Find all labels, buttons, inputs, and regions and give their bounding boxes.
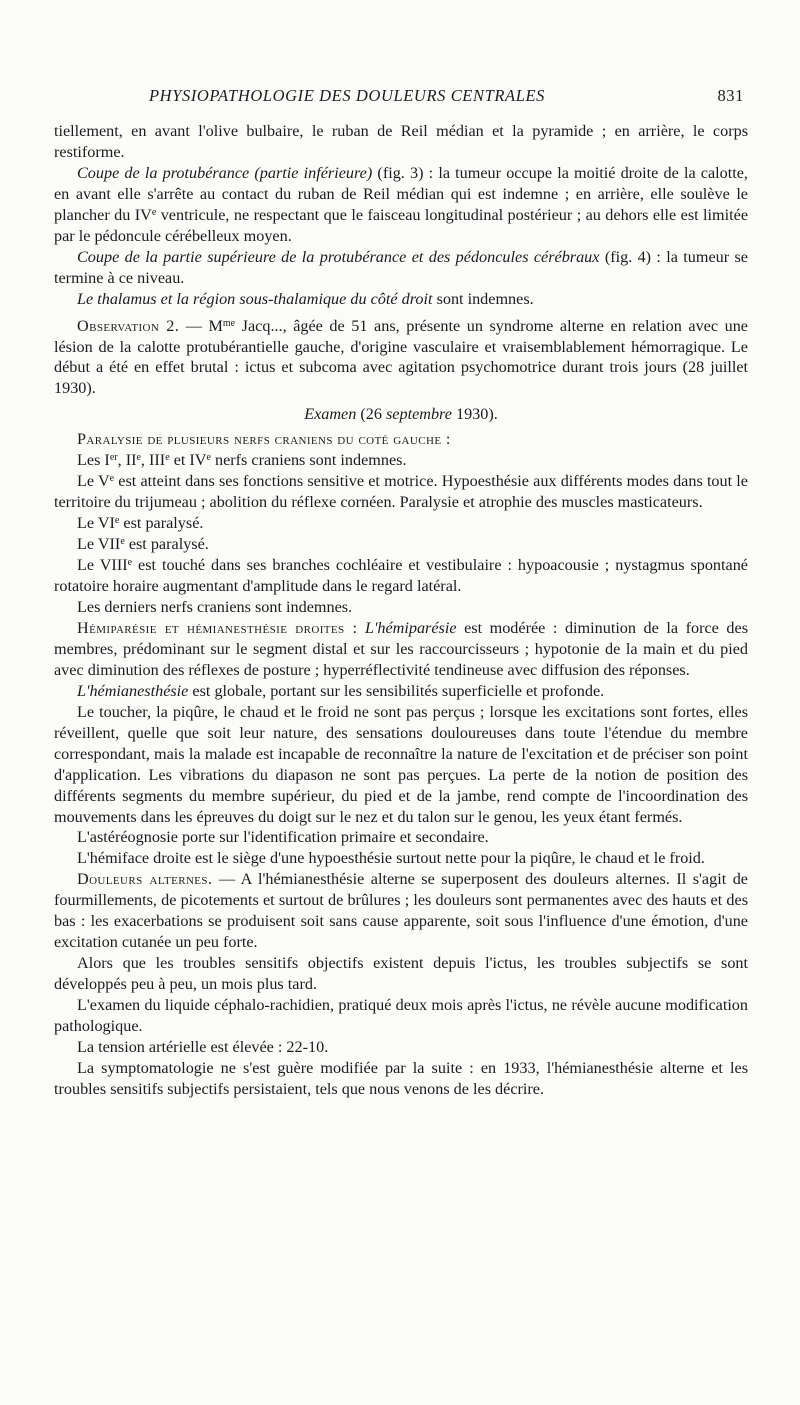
section-heading: Paralysie de plusieurs nerfs craniens du coté gauche : <box>77 430 451 449</box>
section-heading: Hémiparésie et hémianesthésie droites : <box>77 618 358 637</box>
section-heading: Douleurs alternes. <box>77 870 213 889</box>
superscript: e <box>136 452 141 464</box>
paragraph <box>54 555 748 597</box>
page-number: 831 <box>717 86 744 105</box>
exam-label: Examen <box>304 405 357 424</box>
paragraph-text: L'astéréognosie porte sur l'identification primaire et secondaire. <box>77 828 489 847</box>
superscript: me <box>222 317 236 329</box>
paragraph-text: (fig. 3) : la tumeur occupe la moitié droite de la calotte, en avant elle s'arrête au contact du ruban de Reil médian qui est indemne ; en arrière, elle soulève le plancher du IV <box>54 163 748 224</box>
paragraph <box>54 995 748 1037</box>
paragraph <box>54 681 748 702</box>
superscript: e <box>151 206 157 218</box>
paragraph-text: sont indemnes. <box>432 289 534 308</box>
paragraph-text: Alors que les troubles sensitifs objectifs existent depuis l'ictus, les troubles subjectifs se sont développés peu à peu, un mois plus tard. <box>54 954 748 994</box>
superscript: e <box>114 515 120 527</box>
superscript: e <box>165 452 170 464</box>
paragraph-text: Le toucher, la piqûre, le chaud et le froid ne sont pas perçus ; lorsque les excitations sont fortes, elles réveillent, quelle que soit leur nature, des sensations douloureuses dans toute l'étendue du membre correspondant, mais la malade est incapable de reconnaître la nature de l'excitation et de préciser son point d'application. Les vibrations du diapason ne sont pas perçues. La perte de la notion de position des différents segments du membre supérieur, du pied et de la jambe, rend compte de l'incoordination des mouvements dans les épreuves du doigt sur le nez et du talon sur le genou, les yeux étant fermés. <box>54 702 748 826</box>
observation-label: Observation 2. <box>77 316 180 335</box>
section-label: Coupe de la partie supérieure de la protubérance et des pédoncules cérébraux <box>77 247 600 266</box>
paragraph-text: , II <box>117 451 137 470</box>
section-label: Coupe de la protubérance (partie inférieure) <box>77 163 373 182</box>
paragraph <box>54 289 748 310</box>
paragraph-text: est paralysé. <box>124 535 209 554</box>
superscript: er <box>109 452 118 464</box>
paragraph <box>54 534 748 555</box>
superscript: e <box>120 536 125 548</box>
paragraph <box>54 953 748 995</box>
paragraph-text: Le VI <box>77 514 115 533</box>
superscript: e <box>109 473 115 485</box>
paragraph-text: Les derniers nerfs craniens sont indemnes. <box>77 597 353 616</box>
paragraph-text: Le V <box>77 472 110 491</box>
paragraph-text: Le VIII <box>77 556 128 575</box>
paragraph <box>54 848 748 869</box>
paragraph <box>54 1058 748 1100</box>
paragraph-text: est modérée : diminution de la force des membres, prédominant sur le segment distal et sur les raccourcisseurs ; hypotonie de la main et du pied avec diminution des réflexes de posture ; hyperréflectivité tendineuse avec diffusion des réponses. <box>54 618 748 679</box>
paragraph-text: Le VII <box>77 535 121 554</box>
paragraph-text: Les I <box>77 451 110 470</box>
paragraph-text: tiellement, en avant l'olive bulbaire, le ruban de Reil médian et la pyramide ; en arrière, le corps restiforme. <box>54 122 748 161</box>
paragraph-text: L'hémiface droite est le siège d'une hypoesthésie surtout nette pour la piqûre, le chaud et le froid. <box>77 849 705 868</box>
paragraph-text: L'examen du liquide céphalo-rachidien, pratiqué deux mois après l'ictus, ne révèle aucune modification pathologique. <box>54 996 748 1036</box>
paragraph <box>54 702 748 828</box>
paragraph-text: est touché dans ses branches cochléaire et vestibulaire : hypoacousie ; nystagmus spontané rotatoire horaire augmentant d'amplitude dans le regard latéral. <box>54 556 748 596</box>
paragraph <box>54 316 748 400</box>
paragraph-text: Jacq..., âgée de 51 ans, présente un syndrome alterne en relation avec une lésion de la calotte protubérantielle gauche, d'origine vasculaire et vraisemblablement hémorragique. Le début a été en effet brutal : ictus et subcoma avec agitation psychomotrice durant trois jours (28 juillet 1930). <box>54 316 748 398</box>
paragraph <box>54 429 748 450</box>
exam-month: septembre <box>386 405 452 424</box>
superscript: e <box>206 452 211 464</box>
body-text <box>54 121 748 1100</box>
paragraph <box>54 618 748 681</box>
paragraph-text: (fig. 4) : la tumeur se termine à ce niveau. <box>54 247 748 287</box>
paragraph-text: est atteint dans ses fonctions sensitive et motrice. Hypoesthésie aux différents modes dans tout le territoire du trijumeau ; abolition du réflexe cornéen. Paralysie et atrophie des muscles masticateurs. <box>54 472 748 512</box>
paragraph <box>54 869 748 953</box>
paragraph-text: , III <box>140 451 166 470</box>
paragraph <box>54 471 748 513</box>
paragraph <box>54 1037 748 1058</box>
paragraph-text: nerfs craniens sont indemnes. <box>210 451 407 470</box>
paragraph <box>54 597 748 618</box>
term: L'hémiparésie <box>364 618 457 637</box>
paragraph <box>54 450 748 471</box>
paragraph <box>54 163 748 247</box>
running-title: PHYSIOPATHOLOGIE DES DOULEURS CENTRALES <box>149 86 546 105</box>
paragraph <box>54 121 748 163</box>
superscript: e <box>127 557 133 569</box>
paragraph-text: et IV <box>169 451 207 470</box>
paragraph-text: est globale, portant sur les sensibilités superficielle et profonde. <box>188 681 605 700</box>
paragraph-text: La tension artérielle est élevée : 22-10. <box>77 1037 329 1056</box>
term: L'hémianesthésie <box>77 681 189 700</box>
exam-date: 1930). <box>451 405 498 424</box>
paragraph-text: — M <box>179 316 223 335</box>
paragraph-text: La symptomatologie ne s'est guère modifiée par la suite : en 1933, l'hémianesthésie alterne et les troubles sensitifs subjectifs persistaient, tels que nous venons de les décrire. <box>54 1058 748 1098</box>
paragraph <box>54 827 748 848</box>
paragraph-text: est paralysé. <box>119 514 204 533</box>
section-label: Le thalamus et la région sous-thalamique du côté droit <box>77 289 433 308</box>
paragraph <box>54 513 748 534</box>
paragraph-text: — A l'hémianesthésie alterne se superposent des douleurs alternes. Il s'agit de fourmillements, de picotements et surtout de brûlures ; les douleurs sont permanentes avec des hauts et des bas : les exacerbations se produisent soit sans cause apparente, soit sous l'influence d'une émotion, d'une excitation cutanée un peu forte. <box>54 870 748 952</box>
exam-date: (26 <box>356 405 386 424</box>
paragraph-text: ventricule, ne respectant que le faisceau longitudinal postérieur ; au dehors elle est limitée par le pédoncule cérébelleux moyen. <box>54 205 748 245</box>
exam-heading <box>54 404 748 425</box>
paragraph <box>54 247 748 289</box>
